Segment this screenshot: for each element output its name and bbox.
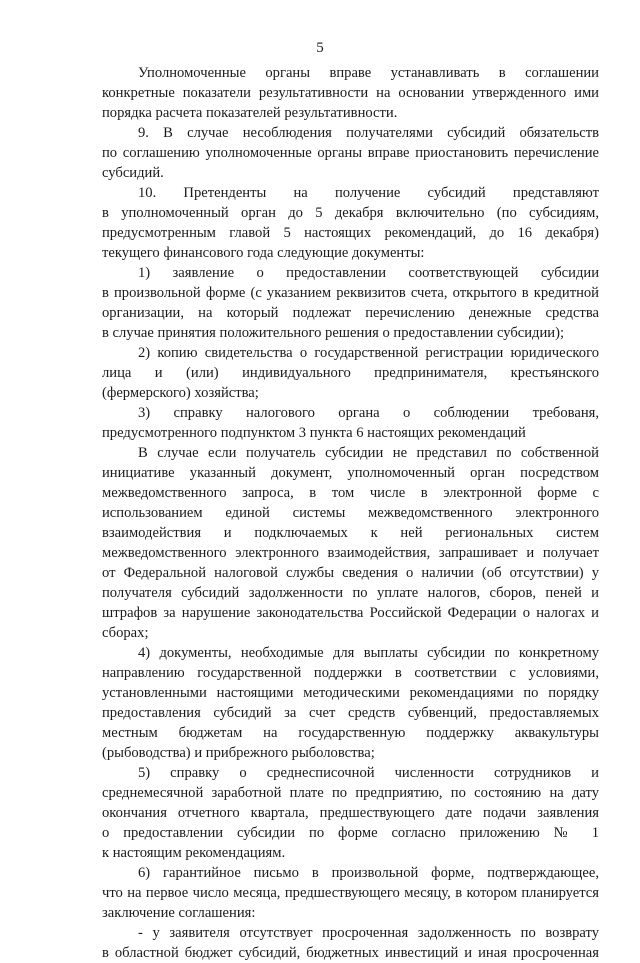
- text-line: к настоящим рекомендациям.: [102, 845, 286, 861]
- text-line: предоставления субсидий за счет средств субвенций, предоставляемых: [102, 705, 599, 721]
- text-line: текущего финансового года следующие документы:: [102, 245, 425, 261]
- text-line: сборах;: [102, 625, 149, 641]
- text-line: - у заявителя отсутствует просроченная задолженность по возврату: [138, 925, 599, 941]
- text-line: предусмотренного подпунктом 3 пункта 6 настоящих рекомендаций: [102, 425, 526, 441]
- text-line: 1) заявление о предоставлении соответствующей субсидии: [138, 265, 599, 281]
- text-line: 5) справку о среднесписочной численности сотрудников и: [138, 765, 599, 781]
- text-line: (рыбоводства) и прибрежного рыболовства;: [102, 745, 375, 761]
- page-number: 5: [316, 40, 324, 56]
- text-line: окончания отчетного квартала, предшествующего дате подачи заявления: [102, 805, 599, 821]
- text-line: (фермерского) хозяйства;: [102, 385, 259, 401]
- text-line: от Федеральной налоговой службы сведения о наличии (об отсутствии) у: [102, 565, 599, 581]
- text-line: в случае принятия положительного решения о предоставлении субсидии);: [102, 325, 565, 341]
- text-line: лица и (или) индивидуального предпринимателя, крестьянского: [102, 365, 599, 381]
- text-line: субсидий.: [102, 165, 164, 181]
- text-line: 6) гарантийное письмо в произвольной форме, подтверждающее,: [138, 865, 599, 881]
- text-line: межведомственного запроса, в том числе в электронной форме с: [102, 485, 599, 501]
- text-line: конкретные показатели результативности на основании утвержденного ими: [102, 85, 599, 101]
- text-line: В случае если получатель субсидии не представил по собственной: [138, 445, 599, 461]
- text-line: Уполномоченные органы вправе устанавливать в соглашении: [138, 65, 599, 81]
- text-line: среднемесячной заработной плате по предприятию, по состоянию на дату: [102, 785, 599, 801]
- text-line: по соглашению уполномоченные органы вправе приостановить перечисление: [102, 145, 599, 161]
- text-line: 2) копию свидетельства о государственной регистрации юридического: [138, 345, 599, 361]
- text-line: направлению государственной поддержки в соответствии с условиями,: [102, 665, 599, 681]
- document-body: [102, 63, 599, 963]
- text-line: местным бюджетам на государственную поддержку аквакультуры: [102, 725, 599, 741]
- text-line: 9. В случае несоблюдения получателями субсидий обязательств: [138, 125, 599, 141]
- text-line: получателя субсидий задолженности по уплате налогов, сборов, пеней и: [102, 585, 599, 601]
- text-line: инициативе указанный документ, уполномоченный орган посредством: [102, 465, 599, 481]
- text-line: установленными настоящими методическими рекомендациями по порядку: [102, 685, 599, 701]
- text-line: в произвольной форме (с указанием реквизитов счета, открытого в кредитной: [102, 285, 599, 301]
- text-line: предусмотренным главой 5 настоящих рекомендаций, до 16 декабря): [102, 225, 599, 241]
- text-line: взаимодействия и подключаемых к ней региональных систем: [102, 525, 599, 541]
- text-line: в уполномоченный орган до 5 декабря включительно (по субсидиям,: [102, 205, 599, 221]
- text-line: 3) справку налогового органа о соблюдении требованя,: [138, 405, 599, 421]
- text-line: порядка расчета показателей результативности.: [102, 105, 398, 121]
- text-line: о предоставлении субсидии по форме согласно приложению № 1: [102, 825, 599, 841]
- text-line: 4) документы, необходимые для выплаты субсидии по конкретному: [138, 645, 599, 661]
- text-line: использованием единой системы межведомственного электронного: [102, 505, 599, 521]
- text-line: 10. Претенденты на получение субсидий представляют: [138, 185, 599, 201]
- text-line: в областной бюджет субсидий, бюджетных инвестиций и иная просроченная: [102, 945, 599, 961]
- text-line: штрафов за нарушение законодательства Российской Федерации о налогах и: [102, 605, 599, 621]
- text-line: что на первое число месяца, предшествующего месяцу, в котором планируется: [102, 885, 599, 901]
- text-line: заключение соглашения:: [102, 905, 256, 921]
- text-line: межведомственного электронного взаимодействия, запрашивает и получает: [102, 545, 599, 561]
- text-line: организации, на который подлежат перечислению денежные средства: [102, 305, 599, 321]
